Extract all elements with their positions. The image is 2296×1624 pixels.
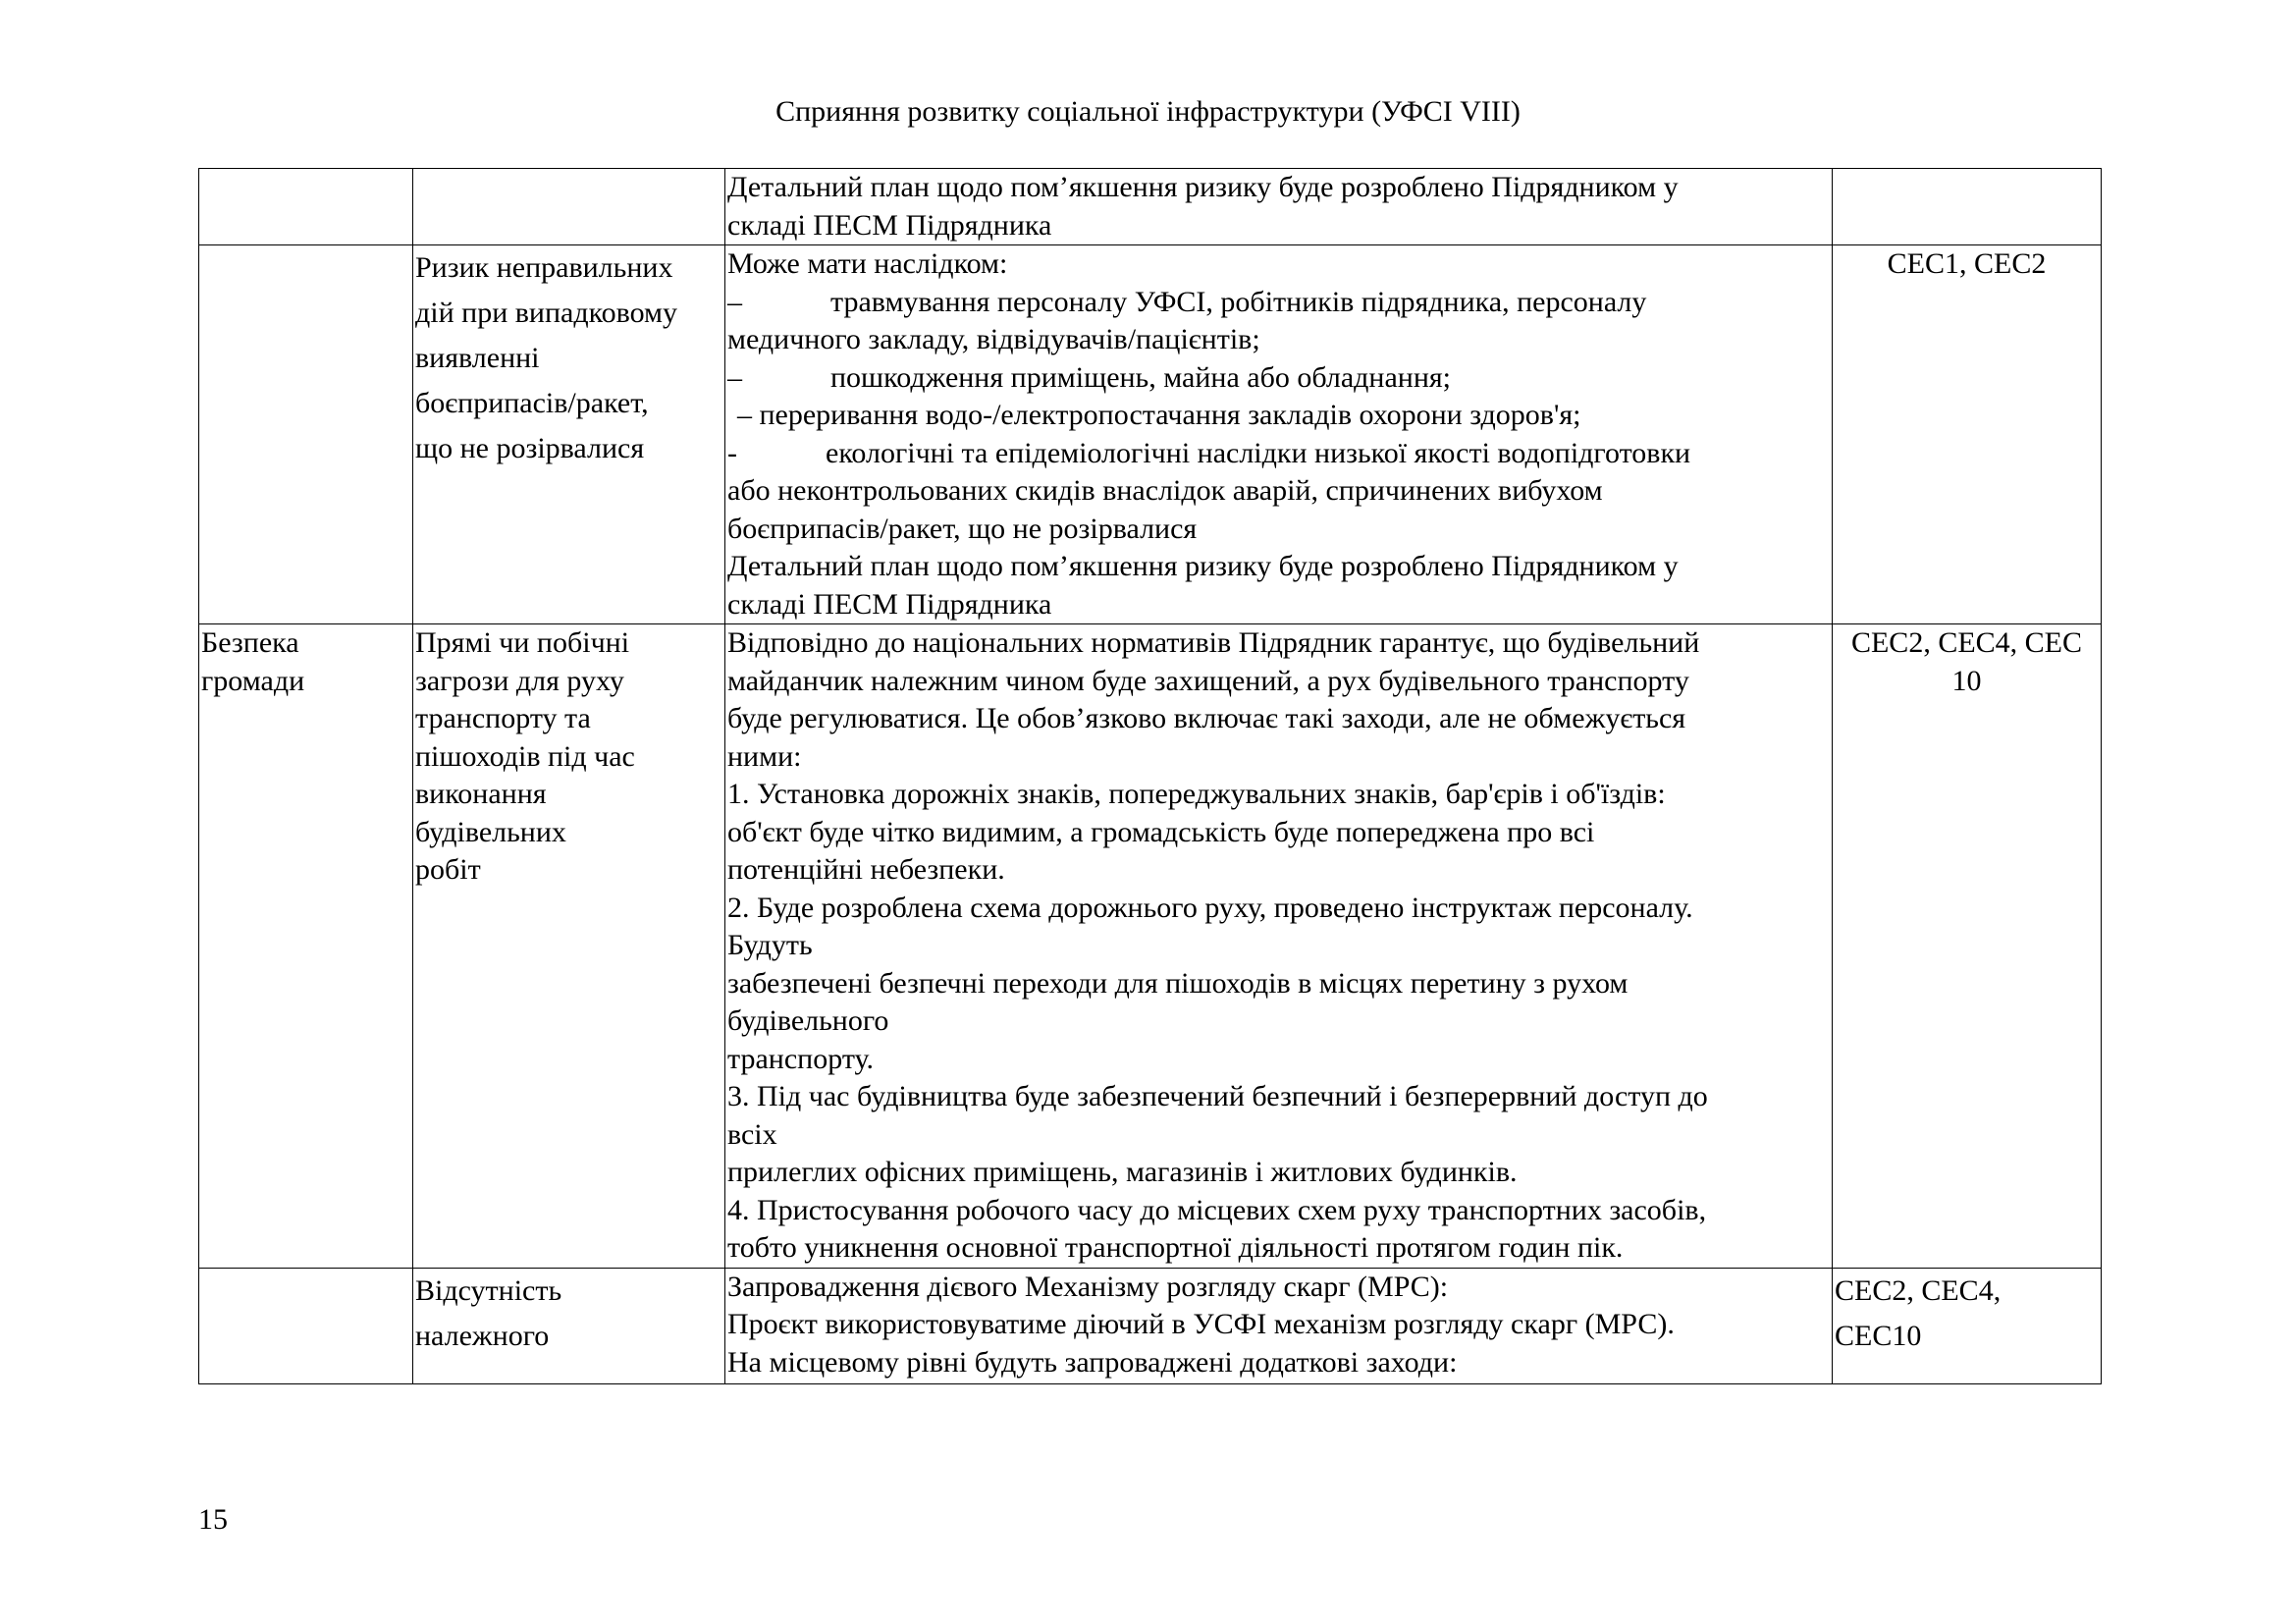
table-row xyxy=(199,624,2102,1269)
measures-cell xyxy=(725,169,1833,245)
measures-line: екологічні та епідеміологічні наслідки низької якості водопідготовки xyxy=(826,436,1691,469)
risk-cell xyxy=(413,169,725,245)
measures-line: 2. Буде розроблена схема дорожнього руху, проведено інструктаж персоналу. xyxy=(727,891,1693,924)
bullet-dash: – xyxy=(727,360,742,394)
measures-line: Проєкт використовуватиме діючий в УСФІ механізм розгляду скарг (МРС). xyxy=(727,1308,1675,1340)
bullet-dash: - xyxy=(727,436,737,469)
measures-line: 4. Пристосування робочого часу до місцевих схем руху транспортних засобів, xyxy=(727,1193,1707,1226)
measures-cell xyxy=(725,624,1833,1269)
risk-cell xyxy=(413,624,725,1269)
mitigation-table xyxy=(198,168,2102,1384)
risk-line: дій при випадковому xyxy=(415,297,678,329)
category-line: громади xyxy=(201,664,305,697)
refs-cell xyxy=(1833,169,2102,245)
risk-line: Ризик неправильних xyxy=(415,251,673,284)
risk-line: виконання xyxy=(415,778,547,810)
measures-line: об'єкт буде чітко видимим, а громадськість буде попереджена про всі xyxy=(727,815,1595,848)
measures-line: транспорту. xyxy=(727,1042,875,1075)
refs-line: СЕС2, СЕС4, СЕС xyxy=(1850,626,2083,659)
refs-cell xyxy=(1833,245,2102,624)
measures-bullet-line xyxy=(727,284,1830,322)
measures-line: ними: xyxy=(727,739,802,773)
risk-line: транспорту та xyxy=(415,702,591,734)
measures-line: забезпечені безпечні переходи для пішоходів в місцях перетину з рухом xyxy=(727,966,1629,1000)
measures-line: Може мати наслідком: xyxy=(727,247,1008,280)
table-row xyxy=(199,245,2102,624)
measures-line: складі ПЕСМ Підрядника xyxy=(727,587,1052,621)
measures-line: Відповідно до національних нормативів Підрядник гарантує, що будівельний xyxy=(727,626,1700,659)
measures-line: – переривання водо-/електропостачання закладів охорони здоров'я; xyxy=(737,399,1581,431)
measures-line: майданчик належним чином буде захищений, а рух будівельного транспорту xyxy=(727,664,1689,697)
table-row xyxy=(199,169,2102,245)
risk-line: будівельних xyxy=(415,815,566,848)
measures-line: буде регулюватися. Це обов’язково включає такі заходи, але не обмежується xyxy=(727,702,1686,734)
measures-line: 3. Під час будівництва буде забезпечений безпечний і безперервний доступ до xyxy=(727,1080,1708,1112)
measures-line: Будуть xyxy=(727,929,813,961)
category-cell xyxy=(199,245,413,624)
risk-line: Відсутність xyxy=(415,1273,562,1307)
risk-line: Прямі чи побічні xyxy=(415,626,630,659)
risk-line: належного xyxy=(415,1319,550,1352)
refs-line: СЕС1, СЕС2 xyxy=(1887,247,2047,280)
category-line: Безпека xyxy=(201,626,299,659)
risk-line: що не розірвалися xyxy=(415,432,645,464)
measures-bullet-line xyxy=(727,435,1830,473)
risk-cell xyxy=(413,1268,725,1383)
table-row xyxy=(199,1268,2102,1383)
risk-line: пішоходів під час xyxy=(415,739,635,773)
risk-line: робіт xyxy=(415,853,481,886)
measures-line: тобто уникнення основної транспортної діяльності протягом годин пік. xyxy=(727,1231,1624,1264)
measures-line: 1. Установка дорожніх знаків, попереджувальних знаків, бар'єрів і об'їздів: xyxy=(727,778,1666,810)
category-cell xyxy=(199,1268,413,1383)
bullet-dash: – xyxy=(727,285,742,318)
measures-cell xyxy=(725,245,1833,624)
risk-line: боєприпасів/ракет, xyxy=(415,387,649,419)
measures-line: складі ПЕСМ Підрядника xyxy=(727,208,1052,242)
refs-line: СЕС10 xyxy=(1835,1319,1922,1352)
measures-line: всіх xyxy=(727,1117,777,1151)
measures-line: боєприпасів/ракет, що не розірвалися xyxy=(727,512,1198,545)
measures-line: пошкодження приміщень, майна або обладнання; xyxy=(830,360,1452,394)
measures-line: Детальний план щодо пом’якшення ризику буде розроблено Підрядником у xyxy=(727,550,1679,582)
measures-line: На місцевому рівні будуть запроваджені додаткові заходи: xyxy=(727,1345,1458,1379)
measures-line: травмування персоналу УФСІ, робітників підрядника, персоналу xyxy=(830,285,1647,318)
risk-cell xyxy=(413,245,725,624)
measures-line: або неконтрольованих скидів внаслідок аварій, спричинених вибухом xyxy=(727,474,1603,507)
refs-line: СЕС2, СЕС4, xyxy=(1835,1273,2002,1307)
refs-cell xyxy=(1833,624,2102,1269)
category-cell xyxy=(199,169,413,245)
measures-cell xyxy=(725,1268,1833,1383)
measures-line: медичного закладу, відвідувачів/пацієнтів; xyxy=(727,323,1260,355)
page-title: Сприяння розвитку соціальної інфраструктури (УФСІ VIII) xyxy=(775,95,1521,128)
measures-line: Запровадження дієвого Механізму розгляду скарг (МРС): xyxy=(727,1270,1449,1303)
page-number: 15 xyxy=(198,1503,228,1536)
measures-line: потенційні небезпеки. xyxy=(727,853,1005,886)
measures-line: Детальний план щодо пом’якшення ризику буде розроблено Підрядником у xyxy=(727,171,1679,203)
measures-bullet-line xyxy=(727,359,1830,398)
risk-line: загрози для руху xyxy=(415,664,624,697)
risk-line: виявленні xyxy=(415,342,540,374)
measures-line: будівельного xyxy=(727,1004,889,1037)
refs-cell xyxy=(1833,1268,2102,1383)
refs-line: 10 xyxy=(1951,664,1982,697)
category-cell xyxy=(199,624,413,1269)
measures-line: прилеглих офісних приміщень, магазинів і житлових будинків. xyxy=(727,1156,1518,1188)
